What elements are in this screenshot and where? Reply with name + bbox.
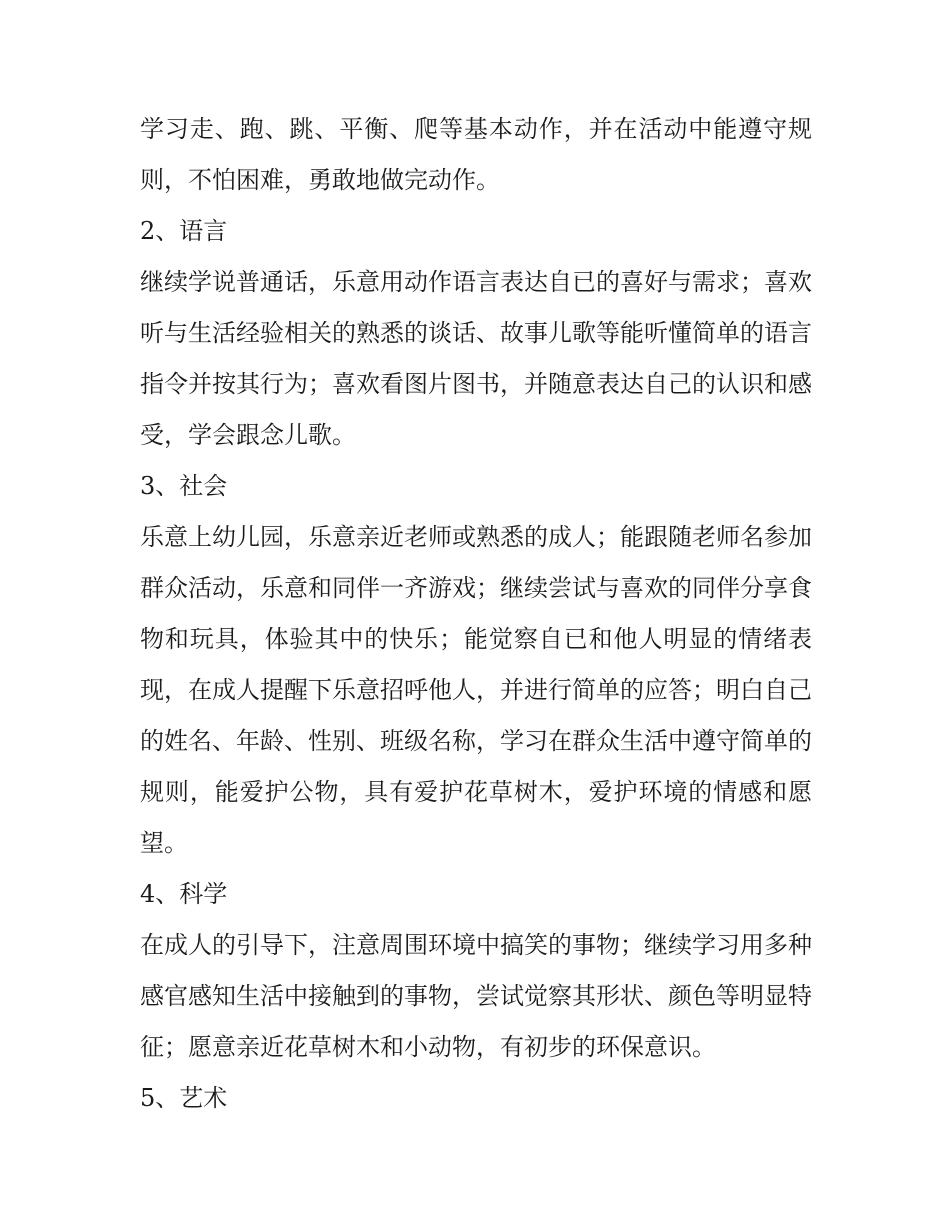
section-heading-language: 2、语言 [140, 217, 228, 245]
document-page [140, 104, 812, 1124]
paragraph-science: 在成人的引导下，注意周围环境中搞笑的事物；继续学习用多种感官感知生活中接触到的事物，尝试觉察其形状、颜色等明显特征；愿意亲近花草树木和小动物，有初步的环保意识。 [140, 931, 812, 1061]
paragraph-language: 继续学说普通话，乐意用动作语言表达自已的喜好与需求；喜欢听与生活经验相关的熟悉的谈话、故事儿歌等能听懂简单的语言指令并按其行为；喜欢看图片图书，并随意表达自己的认识和感受，学会跟念儿歌。 [140, 268, 812, 449]
paragraph-society: 乐意上幼儿园，乐意亲近老师或熟悉的成人；能跟随老师名参加群众活动，乐意和同伴一齐游戏；继续尝试与喜欢的同伴分享食物和玩具，体验其中的快乐；能觉察自已和他人明显的情绪表现，在成人提醒下乐意招呼他人，并进行简单的应答；明白自己的姓名、年龄、性别、班级名称，学习在群众生活中遵守简单的规则，能爱护公物，具有爱护花草树木，爱护环境的情感和愿望。 [140, 523, 812, 857]
section-heading-society: 3、社会 [140, 472, 228, 500]
section-heading-art: 5、艺术 [140, 1084, 228, 1112]
paragraph-motor-skills: 学习走、跑、跳、平衡、爬等基本动作，并在活动中能遵守规则，不怕困难，勇敢地做完动作。 [140, 115, 812, 194]
section-heading-science: 4、科学 [140, 880, 228, 908]
